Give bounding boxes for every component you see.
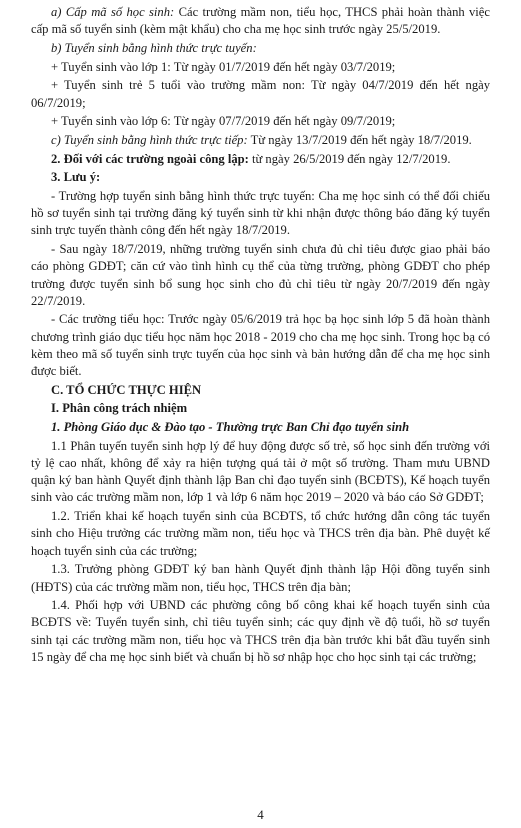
paragraph-b1: + Tuyển sinh vào lớp 1: Từ ngày 01/7/2019 đến hết ngày 03/7/2019; — [51, 59, 396, 74]
section-c-heading: C. TỔ CHỨC THỰC HIỆN — [51, 382, 202, 397]
section-1-heading: 1. Phòng Giáo dục & Đào tạo - Thường trực Ban Chỉ đạo tuyển sinh — [51, 420, 410, 435]
paragraph-1-3: 1.3. Trưởng phòng GDĐT ký ban hành Quyết định thành lập Hội đồng tuyển sinh (HĐTS) của các trường mầm non, tiểu học, THCS trên địa bàn; — [31, 562, 490, 594]
paragraph-2 — [31, 151, 490, 168]
paragraph-b2: + Tuyển sinh trẻ 5 tuổi vào trường mầm non: Từ ngày 04/7/2019 đến hết ngày 06/7/2019; — [31, 78, 490, 110]
paragraph-c — [31, 132, 490, 149]
paragraph-3a: - Trường hợp tuyển sinh bằng hình thức trực tuyến: Cha mẹ học sinh có thể đối chiếu hồ sơ tuyển sinh tại trường đăng ký tuyển sinh từ khi nhận được thông báo đăng ký tuyển sinh trực tuyến thành công đến hết ngày 18/7/2019. — [31, 189, 490, 238]
paragraph-b3: + Tuyển sinh vào lớp 6: Từ ngày 07/7/2019 đến hết ngày 09/7/2019; — [51, 114, 396, 129]
paragraph-3-heading: 3. Lưu ý: — [51, 170, 101, 185]
paragraph-2-text: từ ngày 26/5/2019 đến ngày 12/7/2019. — [248, 151, 451, 166]
section-i-heading: I. Phân công trách nhiệm — [51, 401, 188, 416]
paragraph-1-2: 1.2. Triển khai kế hoạch tuyển sinh của BCĐTS, tổ chức hướng dẫn công tác tuyển sinh cho Hiệu trưởng các trường mầm non, tiểu học và THCS trên địa bàn. Phê duyệt kế hoạch tuyển sinh của các trường; — [31, 509, 490, 558]
paragraph-c-label: c) Tuyển sinh bằng hình thức trực tiếp: — [51, 132, 248, 147]
paragraph-1-1: 1.1 Phân tuyến tuyển sinh hợp lý để huy động được số trẻ, số học sinh đến trường với tỷ lệ cao nhất, không để xảy ra hiện tượng quá tải ở một số trường. Tham mưu UBND quận ký ban hành Quyết định thành lập Ban chỉ đạo tuyển sinh (BCĐTS), Kế hoạch tuyển sinh vào các trường mầm non, lớp 1 và lớp 6 năm học 2019 – 2020 và báo cáo Sở GDĐT; — [31, 438, 490, 505]
paragraph-a-label: a) Cấp mã số học sinh: — [51, 5, 175, 19]
paragraph-a — [31, 4, 490, 38]
paragraph-c-text: Từ ngày 13/7/2019 đến hết ngày 18/7/2019. — [247, 132, 472, 147]
paragraph-2-label: 2. Đối với các trường ngoài công lập: — [51, 151, 249, 166]
page-number: 4 — [257, 807, 264, 822]
paragraph-3c: - Các trường tiểu học: Trước ngày 05/6/2019 trả học bạ học sinh lớp 5 đã hoàn thành chương trình giáo dục tiểu học năm học 2018 - 2019 cho cha mẹ học sinh. Trong học bạ có kèm theo mã số tuyển sinh trực tuyến của học sinh và bản hướng dẫn để cha mẹ học sinh được biết. — [31, 312, 490, 379]
paragraph-b-heading: b) Tuyển sinh bằng hình thức trực tuyến: — [51, 40, 257, 55]
paragraph-1-4: 1.4. Phối hợp với UBND các phường công bố công khai kế hoạch tuyển sinh của BCĐTS về: Tuyển tuyển sinh, chỉ tiêu tuyển sinh; các quy định về độ tuổi, hồ sơ tuyển sinh tại các trường mầm non, tiểu học và THCS trên địa bàn trước khi bắt đầu tuyển sinh 15 ngày để cha mẹ học sinh biết và chuẩn bị hồ sơ nhập học cho học sinh tại các trường; — [31, 598, 490, 664]
paragraph-a-text: Các trường mầm non, tiểu học, THCS phải hoàn thành việc cấp mã số tuyển sinh (kèm mật khẩu) cho cha mẹ học sinh trước ngày 25/5/2019. — [31, 5, 490, 37]
paragraph-3b: - Sau ngày 18/7/2019, những trường tuyển sinh chưa đủ chỉ tiêu được giao phải báo cáo phòng GDĐT; căn cứ vào tình hình cụ thể của từng trường, phòng GDĐT cho phép trường được tuyển sinh bổ sung học sinh cho đủ chỉ tiêu từ ngày 20/7/2019 đến ngày 22/7/2019. — [31, 242, 490, 308]
